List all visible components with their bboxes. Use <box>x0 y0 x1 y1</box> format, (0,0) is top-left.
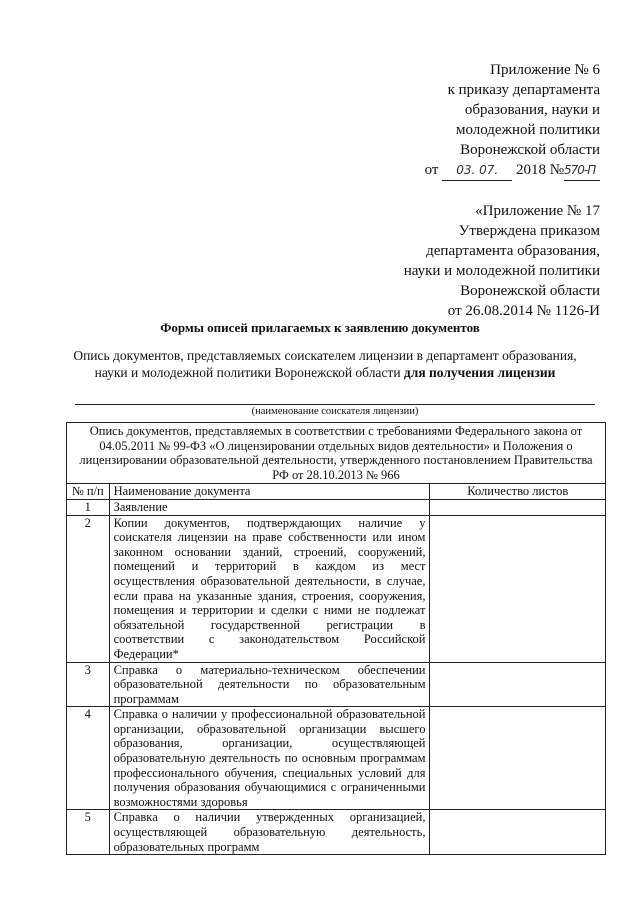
document-name: Справка о наличии утвержденных организацией, осуществляющей образовательную деятельность, образовательных программ <box>109 810 430 855</box>
sheet-count[interactable] <box>430 662 606 707</box>
table-row <box>67 810 606 855</box>
appendix-17-header <box>404 201 600 321</box>
column-header: Количество листов <box>430 484 606 500</box>
header-line: департамента образования, <box>426 243 600 259</box>
applicant-name-caption: (наименование соискателя лицензии) <box>251 406 419 417</box>
applicant-name-line <box>75 404 595 405</box>
document-name: Копии документов, подтверждающих наличие у соискателя лицензии на праве собственности или ином законном основании зданий, строений, сооружений, помещений и территорий в каждом из мест осуществления образовательной деятельности, в случае, если права на указанные здания, строения, сооружения, помещения и территории и сделки с ними не подлежат обязательной государственной регистрации в соответствии с законодательством Российской Федерации* <box>109 515 430 662</box>
table-caption-row <box>67 423 606 484</box>
row-number: 1 <box>67 499 110 515</box>
header-line: молодежной политики <box>455 122 600 138</box>
table-row <box>67 515 606 662</box>
document-name: Заявление <box>109 499 430 515</box>
intro-text: Опись документов, представляемых соискателем лицензии в департамент образования, науки и молодежной политики Воронежской области <box>73 348 577 380</box>
column-header: Наименование документа <box>109 484 430 500</box>
header-line: образования, науки и <box>464 102 600 118</box>
order-year: 2018 № <box>515 162 564 178</box>
header-line: от 26.08.2014 № 1126-И <box>447 303 600 319</box>
row-number: 5 <box>67 810 110 855</box>
row-number: 2 <box>67 515 110 662</box>
intro-bold: для получения лицензии <box>403 365 556 380</box>
header-line: Воронежской области <box>460 283 600 299</box>
row-number: 4 <box>67 707 110 810</box>
intro-paragraph <box>60 347 590 381</box>
appendix-6-header <box>425 60 600 181</box>
document-name: Справка о наличии у профессиональной образовательной организации, образовательной организации высшего образования, организации, осуществляющей образовательную деятельность по основным программам профессионального обучения, специальных условий для получения образования обучающимися с ограниченными возможностями здоровья <box>109 707 430 810</box>
table-row <box>67 662 606 707</box>
handwritten-date: 03. 07. <box>442 160 512 181</box>
row-number: 3 <box>67 662 110 707</box>
order-date-line <box>425 160 600 181</box>
documents-table <box>66 422 606 855</box>
header-line: Воронежской области <box>460 142 600 158</box>
table-row <box>67 499 606 515</box>
header-line: к приказу департамента <box>447 82 600 98</box>
table-caption: Опись документов, представляемых в соответствии с требованиями Федерального закона от 04.05.2011 № 99-ФЗ «О лицензировании отдельных видов деятельности» и Положения о лицензировании образовательной деятельности, утвержденного постановлением Правительства РФ от 28.10.2013 № 966 <box>67 423 606 484</box>
document-title: Формы описей прилагаемых к заявлению документов <box>160 320 480 335</box>
date-prefix: от <box>424 162 439 178</box>
header-line: Приложение № 6 <box>490 62 600 78</box>
column-header: № п/п <box>67 484 110 500</box>
table-row <box>67 707 606 810</box>
document-name: Справка о материально-техническом обеспечении образовательной деятельности по образовательным программам <box>109 662 430 707</box>
sheet-count[interactable] <box>430 515 606 662</box>
sheet-count[interactable] <box>430 707 606 810</box>
header-line: «Приложение № 17 <box>475 203 600 219</box>
handwritten-number: 570-П <box>564 160 600 181</box>
header-line: Утверждена приказом <box>458 223 600 239</box>
sheet-count[interactable] <box>430 499 606 515</box>
table-header-row <box>67 484 606 500</box>
sheet-count[interactable] <box>430 810 606 855</box>
header-line: науки и молодежной политики <box>403 263 600 279</box>
